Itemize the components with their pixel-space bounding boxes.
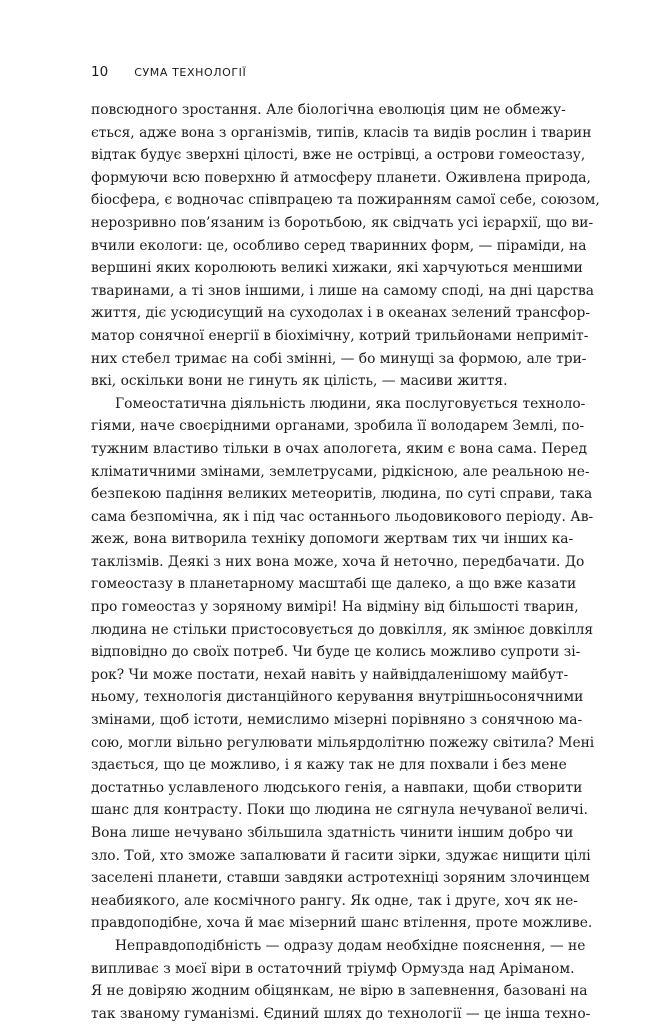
text-line: матор сонячної енергії в біохімічну, котрий трильйонами неприміт- xyxy=(91,327,589,344)
text-line: гіями, наче своєрідними органами, зробила її володарем Землі, по- xyxy=(91,418,585,435)
text-line: змінами, щоб істоти, немислимо мізерні порівняно з сонячною ма- xyxy=(91,712,583,729)
text-line: відтак будує зверхні цілості, вже не острівці, а острови гомеостазу, xyxy=(91,147,586,164)
text-line: зло. Той, хто зможе запалювати й гасити зірки, здужає нищити цілі xyxy=(91,847,591,864)
text-line: рок? Чи може постати, нехай навіть у найвіддаленішому майбут- xyxy=(91,666,569,683)
page-number: 10 xyxy=(91,64,109,80)
text-line: здається, що це можливо, і я кажу так не для похвали і без мене xyxy=(91,757,567,774)
paragraph xyxy=(91,935,591,1025)
text-line: людина не стільки пристосовується до довкілля, як змінює довкілля xyxy=(91,621,594,638)
text-line: неабиякого, але космічного рангу. Як одне, так і друге, хоч як не- xyxy=(91,892,578,909)
text-line: шанс для контрасту. Поки що людина не сягнула нечуваної величі. xyxy=(91,802,588,819)
text-line: сама безпомічна, як і під час останнього льодовикового періоду. Ав- xyxy=(91,508,594,525)
text-line: життя, діє усюдисущий на суходолах і в океанах зелений трансфор- xyxy=(91,305,591,322)
text-line: заселені планети, ставши завдяки астротехніці зоряним злочинцем xyxy=(91,870,590,887)
text-line: таклізмів. Деякі з них вона може, хоча й неточно, передбачати. До xyxy=(91,553,585,570)
text-line: біосфера, є водночас співпрацею та пожиранням самої себе, союзом, xyxy=(91,192,600,209)
text-line: кліматичними змінами, землетрусами, рідкісною, але реальною не- xyxy=(91,463,590,480)
text-line: правдоподібне, хоча й має мізерний шанс втілення, проте можливе. xyxy=(91,915,593,932)
text-line: тужним властиво тільки в очах апологета, яким є вона сама. Перед xyxy=(91,440,588,457)
text-line: відповідно до своїх потреб. Чи буде це колись можливо супроти зі- xyxy=(91,644,581,661)
text-line: Неправдоподібність — одразу додам необхідне пояснення, — не xyxy=(115,937,586,954)
text-line: повсюдного зростання. Але біологічна еволюція цим не обмежу- xyxy=(91,102,566,118)
text-line: вчили екологи: це, особливо серед тваринних форм, — піраміди, на xyxy=(91,237,587,254)
text-line: про гомеостаз у зоряному вимірі! На відміну від більшості тварин, xyxy=(91,599,579,616)
text-line: так званому гуманізмі. Єдиний шлях до технології — це інша техно- xyxy=(91,1005,591,1022)
text-line: вершині яких королюють великі хижаки, які харчуються меншими xyxy=(91,260,583,277)
text-line: випливає з моєї віри в остаточний тріумф Ормузда над Аріманом. xyxy=(91,960,575,977)
section-title: СУМА ТЕХНОЛОГІЇ xyxy=(134,66,247,79)
text-line: ньому, технологія дистанційного керування внутрішньосонячними xyxy=(91,689,584,706)
text-line: безпекою падіння великих метеоритів, людина, по суті справи, така xyxy=(91,486,593,503)
text-line: Гомеостатична діяльність людини, яка послуговується техноло- xyxy=(115,395,586,412)
body-text xyxy=(91,99,600,1025)
text-line: Вона лише нечувано збільшила здатність чинити іншим добро чи xyxy=(91,825,574,841)
text-line: тваринами, а ті знов іншими, і лише на самому споді, на дні царства xyxy=(91,282,594,299)
text-line: вкі, оскільки вони не гинуть як цілість, — масиви життя. xyxy=(91,373,508,390)
text-line: ється, адже вона з організмів, типів, класів та видів рослин і тварин xyxy=(91,124,592,141)
paragraph xyxy=(91,99,600,393)
text-line: гомеостазу в планетарному масштабі ще далеко, а що вже казати xyxy=(91,576,577,593)
text-line: нерозривно пов’язаним із боротьбою, як свідчать усі ієрархії, що ви- xyxy=(91,214,594,231)
text-line: них стебел тримає на собі змінні, — бо минущі за формою, але три- xyxy=(91,350,587,367)
paragraph xyxy=(91,393,595,935)
running-head xyxy=(91,64,246,84)
text-line: жеж, вона витворила техніку допомоги жертвам тих чи інших ка- xyxy=(91,531,574,548)
text-line: сою, могли вільно регулювати мільярдолітню пожежу світила? Мені xyxy=(91,734,595,751)
text-line: Я не довіряю жодним обіцянкам, не вірю в запевнення, базовані на xyxy=(91,983,588,1000)
text-line: формуючи всю поверхню й атмосферу планети. Оживлена природа, xyxy=(91,169,591,186)
text-line: достатньо уславленого людського генія, а навпаки, щоби створити xyxy=(91,779,583,796)
